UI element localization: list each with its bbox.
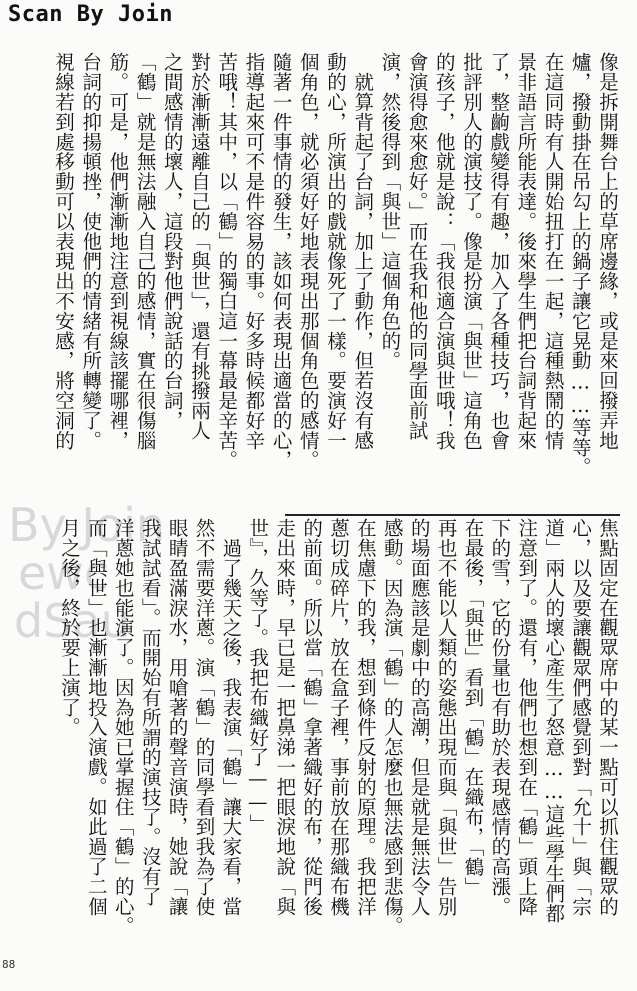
text-column: 蔥切成碎片，放在盒子裡，事前放在那織布機 [327,518,350,916]
ghost-watermark-1: By Join [8,498,166,552]
text-column: 會演得愈來愈好。」而在我和他的同學面前試 [405,52,429,441]
text-column: 再也不能以人類的姿態出現而與「與世」告別 [434,518,458,916]
text-column: 視線若到處移動可以表現出不安感，將空洞的 [52,52,75,450]
page-number: 88 [2,958,16,971]
scan-watermark: Scan By Join [8,2,173,27]
text-column: 「鶴」就是無法融入自己的感情，實在很傷腦 [133,52,157,450]
text-column: 隨著一件事情的發生，該如何表現出適當的心， [269,52,293,470]
text-column: 注意到了。還有，他們也想到在「鶴」頭上降 [515,518,539,916]
text-column: 苦哦！其中，以「鶴」的獨白這一幕最是辛苦。 [215,52,239,470]
text-column: 台詞的抑揚頓挫，使他們的情緒有所轉變了。 [79,52,103,450]
text-column: 而「與世」也漸漸地投入演戲。如此過了二個 [84,518,108,916]
text-column: 指導起來可不是件容易的事。好多時候都好辛 [242,52,266,450]
text-column: 洋蔥她也能演了。因為她已掌握住「鶴」的心。 [111,518,135,936]
text-column: 景非語言所能表達。後來學生們把台詞背起來 [514,52,538,450]
text-column: 爐，撥動掛在吊勾上的鍋子讓它晃動……等等。 [568,52,592,477]
ghost-watermark-3: dSau [14,594,130,648]
text-column: 過了幾天之後，我表演「鶴」讓大家看，當 [219,518,243,916]
text-column: 筋。可是，他們漸漸地注意到視線該擺哪裡， [106,52,130,450]
text-column: 的場面應該是劇中的高潮，但是就是無法令人 [407,518,431,916]
text-column: 在焦慮下的我，想到條件反射的原理。我把洋 [353,518,377,916]
text-column: 演，然後得到「與世」這個角色的。 [378,52,402,371]
text-column: 就算背起了台詞，加上了動作，但若沒有感 [351,52,375,450]
text-column: 的前面。所以當「鶴」拿著織好的布，從門後 [300,518,324,916]
text-column: 焦點固定在觀眾席中的某一點可以抓住觀眾的 [596,518,619,916]
text-column: 月之後，終於要上演了。 [58,518,81,737]
text-column: 道」兩人的壞心產生了怒意……這些學生們都 [542,518,566,923]
text-column: 動的心，所演出的戲就像死了一樣。要演好一 [324,52,347,450]
text-column: 走出來時，早已是一把鼻涕一把眼淚地說「與 [273,518,297,916]
text-column: 感動。因為演「鶴」的人怎麼也無法感到悲傷。 [380,518,404,936]
ghost-watermark-2: ewc [18,546,110,600]
text-column: 心，以及要讓觀眾們感覺到對「允十」與「宗 [569,518,593,916]
text-column: 對於漸漸遠離自己的「與世」，還有挑撥兩人 [188,52,211,441]
text-column: 像是拆開舞台上的草席邊緣，或是來回撥弄地 [596,52,619,450]
text-column: 下的雪，它的份量也有助於表現感情的高漲。 [488,518,512,916]
text-column: 之間感情的壞人，這段對他們說話的台詞， [160,52,184,431]
text-column: 個角色，就必須好好地表現出那個角色的感情。 [296,52,320,470]
text-column: 的孩子，他就是說：「我很適合演與世哦！我 [432,52,456,450]
text-column: 了，整齣戲變得有趣，加入了各種技巧，也會 [487,52,511,450]
text-column: 我試試看」。而開始有所謂的演技了。沒有了 [138,518,162,907]
text-column: 世』，久等了。我把布織好了——」 [246,518,270,834]
text-column: 在最後，「與世」看到「鶴」在織布，「鶴」 [461,518,485,897]
text-column: 眼睛盈滿淚水，用嗆著的聲音演時，她說「讓 [165,518,189,916]
section-divider [285,514,620,516]
text-column: 在這同時有人開始扭打在一起，這種熱鬧的情 [541,52,565,450]
text-column: 批評別人的演技了。像是扮演「與世」這角色 [460,52,483,450]
text-column: 然不需要洋蔥。演「鶴」的同學看到我為了使 [192,518,216,916]
